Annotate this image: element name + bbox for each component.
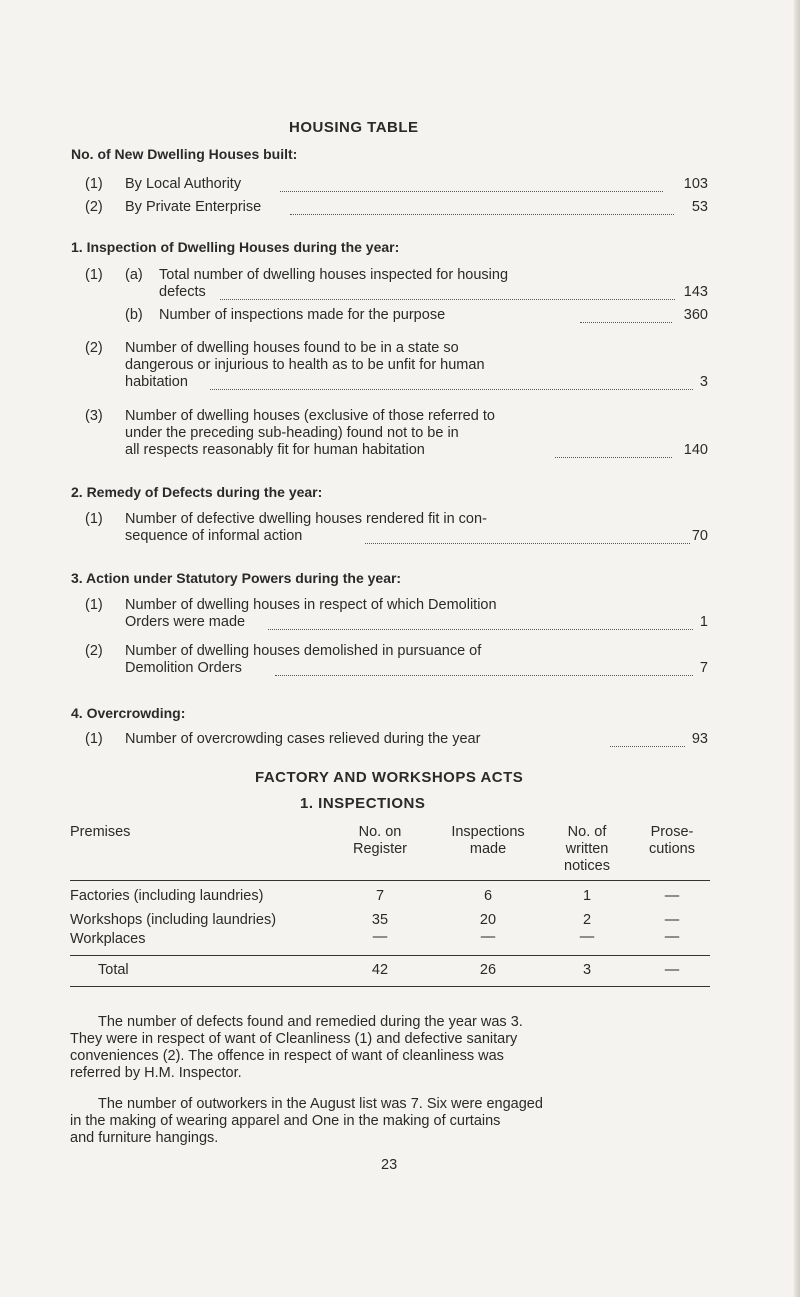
s1-item-3-num: (3) bbox=[85, 408, 103, 424]
s4-item-1-value: 93 bbox=[691, 731, 708, 747]
leader-dots bbox=[555, 447, 672, 458]
leader-dots bbox=[280, 181, 663, 192]
s3-item-2-line2: Demolition Orders bbox=[125, 660, 242, 676]
total-notices: 3 bbox=[582, 962, 592, 978]
s1-item-1a-label: (a) bbox=[125, 267, 143, 283]
para1-line2: They were in respect of want of Cleanliness (1) and defective sanitary bbox=[70, 1031, 518, 1047]
row-3-inspections: — bbox=[480, 929, 496, 945]
leader-dots bbox=[210, 379, 693, 390]
total-label: Total bbox=[98, 962, 129, 978]
row-3-premises: Workplaces bbox=[70, 931, 146, 947]
table-rule-mid bbox=[70, 955, 710, 956]
row-3-prosecutions: — bbox=[664, 929, 680, 945]
col-notices-header-1: No. of bbox=[567, 824, 607, 840]
page-edge bbox=[794, 0, 800, 1297]
col-prosecutions-header-2: cutions bbox=[649, 841, 695, 857]
para2-line3: and furniture hangings. bbox=[70, 1130, 219, 1146]
row-2-register: 35 bbox=[371, 912, 389, 928]
s4-item-1-text: Number of overcrowding cases relieved during the year bbox=[125, 731, 481, 747]
table-rule-bottom bbox=[70, 986, 710, 987]
section-2-heading: 2. Remedy of Defects during the year: bbox=[71, 484, 323, 500]
para2-line1: The number of outworkers in the August list was 7. Six were engaged bbox=[98, 1096, 543, 1112]
table-rule-top bbox=[70, 880, 710, 881]
para1-line3: conveniences (2). The offence in respect of want of cleanliness was bbox=[70, 1048, 504, 1064]
row-2-premises: Workshops (including laundries) bbox=[70, 912, 277, 928]
s1-item-2-line1: Number of dwelling houses found to be in a state so bbox=[125, 340, 459, 356]
s1-item-1a-line2: defects bbox=[159, 284, 206, 300]
new-dwellings-heading: No. of New Dwelling Houses built: bbox=[71, 146, 298, 162]
page-number: 23 bbox=[381, 1157, 398, 1173]
new-item-2-text: By Private Enterprise bbox=[125, 199, 262, 215]
leader-dots bbox=[275, 665, 693, 676]
new-item-2-value: 53 bbox=[691, 199, 708, 215]
s3-item-1-line2: Orders were made bbox=[125, 614, 246, 630]
leader-dots bbox=[365, 533, 690, 544]
s1-item-1b-value: 360 bbox=[683, 307, 708, 323]
para1-line4: referred by H.M. Inspector. bbox=[70, 1065, 242, 1081]
leader-dots bbox=[220, 289, 675, 300]
s1-item-1b-label: (b) bbox=[125, 307, 143, 323]
new-item-1-text: By Local Authority bbox=[125, 176, 242, 192]
s1-item-3-value: 140 bbox=[683, 442, 708, 458]
factory-title: FACTORY AND WORKSHOPS ACTS bbox=[255, 769, 524, 786]
col-premises-header: Premises bbox=[70, 824, 131, 840]
row-2-inspections: 20 bbox=[479, 912, 497, 928]
col-inspections-header-2: made bbox=[469, 841, 507, 857]
row-1-notices: 1 bbox=[582, 888, 592, 904]
housing-title: HOUSING TABLE bbox=[289, 119, 419, 136]
leader-dots bbox=[580, 312, 672, 323]
s4-item-1-num: (1) bbox=[85, 731, 103, 747]
new-item-1-value: 103 bbox=[683, 176, 708, 192]
s1-item-3-line1: Number of dwelling houses (exclusive of those referred to bbox=[125, 408, 495, 424]
row-1-premises: Factories (including laundries) bbox=[70, 888, 264, 904]
s1-item-3-line3: all respects reasonably fit for human habitation bbox=[125, 442, 425, 458]
section-3-heading: 3. Action under Statutory Powers during the year: bbox=[71, 570, 402, 586]
para1-line1: The number of defects found and remedied during the year was 3. bbox=[98, 1014, 523, 1030]
s1-item-2-line3: habitation bbox=[125, 374, 188, 390]
col-notices-header-2: written bbox=[565, 841, 609, 857]
col-prosecutions-header-1: Prose- bbox=[650, 824, 694, 840]
s1-item-3-line2: under the preceding sub-heading) found not to be in bbox=[125, 425, 459, 441]
leader-dots bbox=[268, 619, 693, 630]
s1-item-1a-value: 143 bbox=[683, 284, 708, 300]
s3-item-2-line1: Number of dwelling houses demolished in pursuance of bbox=[125, 643, 482, 659]
s2-item-1-line1: Number of defective dwelling houses rendered fit in con- bbox=[125, 511, 487, 527]
section-4-heading: 4. Overcrowding: bbox=[71, 705, 186, 721]
s3-item-1-num: (1) bbox=[85, 597, 103, 613]
total-register: 42 bbox=[371, 962, 389, 978]
s3-item-2-value: 7 bbox=[699, 660, 708, 676]
row-2-notices: 2 bbox=[582, 912, 592, 928]
factory-subtitle: 1. INSPECTIONS bbox=[300, 795, 426, 812]
s3-item-1-value: 1 bbox=[699, 614, 708, 630]
row-3-notices: — bbox=[579, 929, 595, 945]
leader-dots bbox=[290, 204, 674, 215]
total-prosecutions: — bbox=[664, 962, 680, 978]
section-1-heading: 1. Inspection of Dwelling Houses during the year: bbox=[71, 239, 400, 255]
s2-item-1-line2: sequence of informal action bbox=[125, 528, 303, 544]
s3-item-1-line1: Number of dwelling houses in respect of which Demolition bbox=[125, 597, 497, 613]
s1-item-2-value: 3 bbox=[699, 374, 708, 390]
col-inspections-header-1: Inspections bbox=[451, 824, 525, 840]
s3-item-2-num: (2) bbox=[85, 643, 103, 659]
row-3-register: — bbox=[372, 929, 388, 945]
col-register-header-2: Register bbox=[353, 841, 407, 857]
new-item-1-num: (1) bbox=[85, 176, 103, 192]
new-item-2-num: (2) bbox=[85, 199, 103, 215]
s1-item-1-num: (1) bbox=[85, 267, 103, 283]
row-1-register: 7 bbox=[375, 888, 385, 904]
s1-item-1b-text: Number of inspections made for the purpose bbox=[159, 307, 446, 323]
s2-item-1-value: 70 bbox=[691, 528, 708, 544]
para2-line2: in the making of wearing apparel and One in the making of curtains bbox=[70, 1113, 501, 1129]
col-notices-header-3: notices bbox=[564, 858, 610, 874]
row-1-prosecutions: — bbox=[664, 888, 680, 904]
row-1-inspections: 6 bbox=[483, 888, 493, 904]
s1-item-2-num: (2) bbox=[85, 340, 103, 356]
row-2-prosecutions: — bbox=[664, 912, 680, 928]
s1-item-2-line2: dangerous or injurious to health as to be unfit for human bbox=[125, 357, 485, 373]
col-register-header-1: No. on bbox=[358, 824, 402, 840]
s1-item-1a-line1: Total number of dwelling houses inspected for housing bbox=[159, 267, 509, 283]
total-inspections: 26 bbox=[479, 962, 497, 978]
s2-item-1-num: (1) bbox=[85, 511, 103, 527]
